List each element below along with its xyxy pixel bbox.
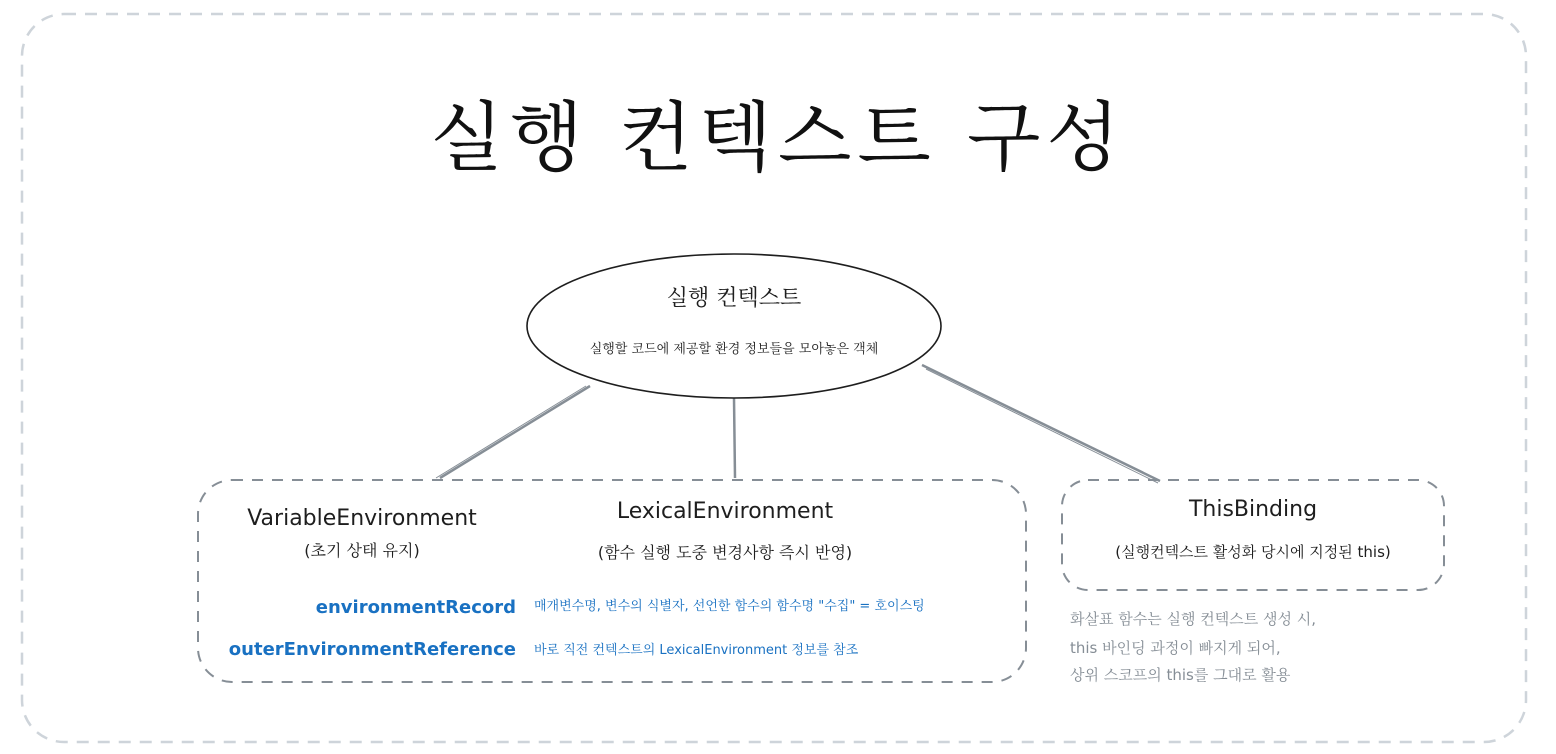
environment-record-key: environmentRecord — [315, 597, 516, 618]
outer-environment-reference-description: 바로 직전 컨텍스트의 LexicalEnvironment 정보를 참조 — [534, 643, 859, 658]
variable-environment-title: VariableEnvironment — [247, 506, 477, 531]
execution-context-description: 실행할 코드에 제공할 환경 정보들을 모아놓은 객체 — [589, 342, 879, 357]
this-binding-title: ThisBinding — [1188, 497, 1318, 522]
this-binding-subtitle: (실행컨텍스트 활성화 당시에 지정된 this) — [1115, 543, 1391, 561]
page-title: 실행 컨텍스트 구성 — [430, 93, 1126, 182]
lexical-environment-subtitle: (함수 실행 도중 변경사항 즉시 반영) — [597, 543, 853, 562]
execution-context-title: 실행 컨텍스트 — [666, 286, 802, 311]
arrow-function-note-line: this 바인딩 과정이 빠지게 되어, — [1070, 639, 1281, 657]
connector-to-variable-environment — [440, 386, 590, 478]
outer-environment-reference-key: outerEnvironmentReference — [228, 639, 516, 660]
environment-record-description: 매개변수명, 변수의 식별자, 선언한 함수의 함수명 "수집" = 호이스팅 — [534, 599, 925, 614]
arrow-function-note-line: 화살표 함수는 실행 컨텍스트 생성 시, — [1070, 610, 1316, 628]
arrow-function-note-line: 상위 스코프의 this를 그대로 활용 — [1070, 666, 1291, 684]
connector-to-this-binding — [922, 365, 1160, 481]
execution-context-ellipse[interactable] — [527, 254, 941, 398]
lexical-environment-title: LexicalEnvironment — [616, 499, 834, 524]
connector-to-lexical-environment — [734, 398, 735, 478]
variable-environment-subtitle: (초기 상태 유지) — [304, 541, 420, 560]
